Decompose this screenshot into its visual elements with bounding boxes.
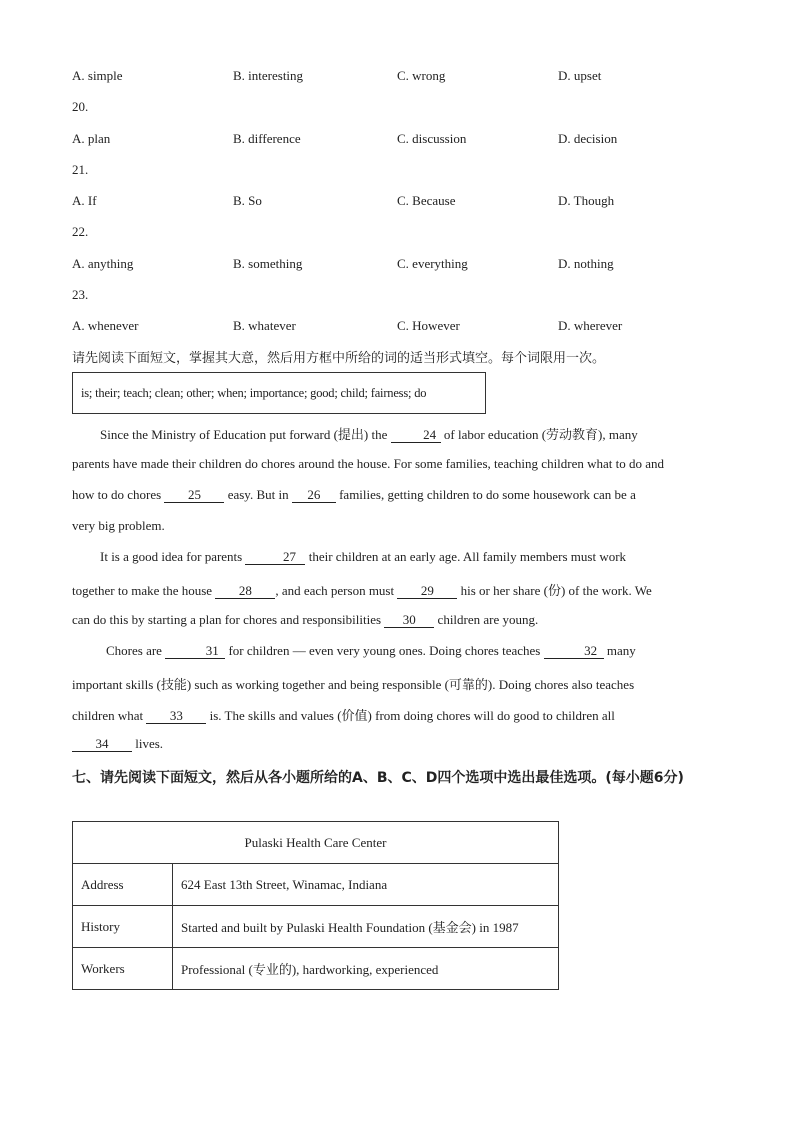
blank-28: 28 [215,584,275,599]
q22-option-b: B. something [233,256,303,271]
q21-option-d: D. Though [558,193,615,208]
q20-option-d: D. decision [558,131,618,146]
blank-31: 31 [165,644,225,659]
passage-line: important skills (技能) such as working together and being responsible (可靠的). Doing chores also teaches [72,677,635,692]
table-row [73,948,559,990]
q19-option-a: A. simple [72,68,123,83]
q22-options [72,256,732,276]
blank-32: 32 [544,644,604,659]
passage-line: children what 33 is. The skills and values (价值) from doing chores will do good to children all [72,708,615,723]
blank-30: 30 [384,613,434,628]
q20-option-c: C. discussion [397,131,467,146]
q22-number: 22. [72,224,89,239]
q21-option-a: A. If [72,193,97,208]
q19-option-d: D. upset [558,68,602,83]
passage-line: very big problem. [72,518,165,533]
q21-options [72,193,732,213]
q20-options [72,131,732,151]
q23-number: 23. [72,287,89,302]
info-table [72,821,559,990]
q19-option-c: C. wrong [397,68,446,83]
q23-option-c: C. However [397,318,460,333]
blank-34: 34 [72,737,132,752]
table-value: 624 East 13th Street, Winamac, Indiana [173,864,559,906]
table-label: Workers [73,948,173,990]
blank-27: 27 [245,550,305,565]
table-label: Address [73,864,173,906]
q21-number: 21. [72,162,89,177]
blank-33: 33 [146,709,206,724]
section-title: 七、请先阅读下面短文，然后从各小题所给的A、B、C、D四个选项中选出最佳选项。(每小题6分) [72,770,684,786]
table-row [73,906,559,948]
q19-options [72,68,732,88]
q22-option-a: A. anything [72,256,134,271]
q21-option-c: C. Because [397,193,456,208]
q20-option-b: B. difference [233,131,301,146]
q21-option-b: B. So [233,193,262,208]
q23-option-a: A. whenever [72,318,139,333]
passage-line: how to do chores 25 easy. But in 26 families, getting children to do some housework can be a [72,487,636,502]
table-value: Professional (专业的), hardworking, experienced [173,948,559,990]
passage-line: together to make the house 28 , and each person must 29 his or her share (份) of the work. We [72,583,652,598]
word-box-text: is; their; teach; clean; other; when; importance; good; child; fairness; do [81,386,427,400]
q23-option-b: B. whatever [233,318,296,333]
passage-line: 34 lives. [72,736,722,752]
q23-option-d: D. wherever [558,318,623,333]
cloze-instruction: 请先阅读下面短文，掌握其大意，然后用方框中所给的词的适当形式填空。每个词限用一次。 [72,351,606,366]
blank-26: 26 [292,488,336,503]
blank-25: 25 [164,488,224,503]
table-label: History [73,906,173,948]
passage-line: Since the Ministry of Education put forward (提出) the 24 of labor education (劳动教育), many [100,427,638,442]
table-title-row [73,822,559,864]
blank-24: 24 [391,428,441,443]
blank-29: 29 [397,584,457,599]
q20-option-a: A. plan [72,131,111,146]
q22-option-d: D. nothing [558,256,614,271]
q22-option-c: C. everything [397,256,468,271]
q23-options [72,318,732,338]
table-title: Pulaski Health Care Center [73,822,559,864]
passage-line: Chores are 31 for children — even very young ones. Doing chores teaches 32 many [106,643,636,658]
table-value: Started and built by Pulaski Health Foundation (基金会) in 1987 [173,906,559,948]
q19-option-b: B. interesting [233,68,304,83]
passage-line: can do this by starting a plan for chores and responsibilities 30 children are young. [72,612,539,627]
q20-number: 20. [72,99,89,114]
table-row [73,864,559,906]
passage-line: It is a good idea for parents 27 their children at an early age. All family members must work [100,549,627,564]
word-box [72,372,486,414]
passage-line: parents have made their children do chores around the house. For some families, teaching children what to do and [72,456,665,471]
